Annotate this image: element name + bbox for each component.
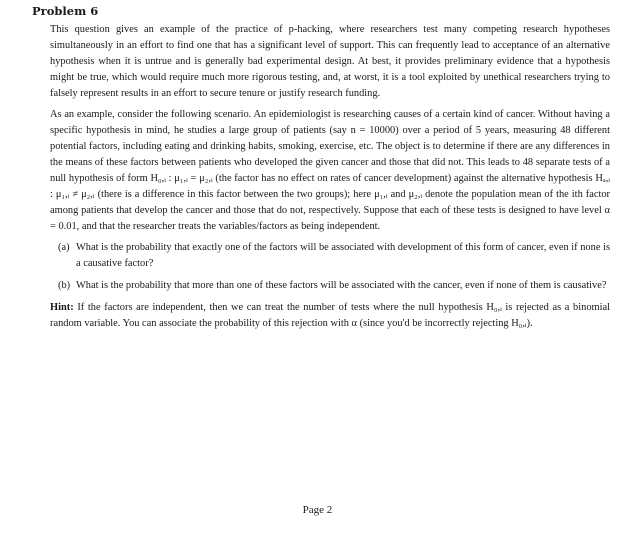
page-number: Page 2 (302, 504, 333, 516)
problem-title: Problem 6 (32, 4, 99, 18)
part-b-marker: (b) (58, 280, 71, 291)
part-a-text: What is the probability that exactly one of the factors will be associated with development of this form of cancer, even if none is a causative factor? (76, 242, 610, 269)
hint-text: If the factors are independent, then we can treat the number of tests where the null hypothesis H₀,ᵢ is rejected as a binomial random variable. You can associate the probability of this rejection with α (since you'd be incorrectly rejecting H₀,ᵢ). (50, 302, 610, 329)
problem-body (50, 22, 610, 337)
hint-label: Hint: (50, 302, 74, 313)
question-parts (58, 240, 610, 294)
question-part-b (58, 278, 610, 294)
intro-paragraph: This question gives an example of the practice of p-hacking, where researchers test many competing research hypotheses simultaneously in an effort to find one that has a significant level of support. This can frequently lead to acceptance of an alternative hypothesis when it is untrue and is generally bad experimental design. At best, it provides preliminary evidence that a hypothesis might be true, which would require much more rigorous testing, and, at worst, it is a tool exploited by unethical researchers trying to falsely represent results in an effort to secure tenure or justify research funding. (50, 24, 610, 99)
part-a-marker: (a) (58, 242, 70, 253)
part-b-text: What is the probability that more than one of these factors will be associated with the cancer, even if none of them is causative? (76, 280, 607, 291)
question-part-a (58, 240, 610, 272)
scenario-paragraph: As an example, consider the following scenario. An epidemiologist is researching causes of a certain kind of cancer. Without having a specific hypothesis in mind, he studies a large group of patients (say n = 10000) over a period of 5 years, measuring 48 different potential factors, including eating and drinking habits, smoking, exercise, etc. The object is to determine if there are any differences in the means of these factors between patients who developed the given cancer and those that did not. This leads to 48 separate tests of a null hypothesis of form H₀,ᵢ : μ₁,ᵢ = μ₂,ᵢ (the factor has no effect on rates of cancer development) against the alternative hypothesis Hₐ,ᵢ : μ₁,ᵢ ≠ μ₂,ᵢ (there is a difference in this factor between the two groups); here μ₁,ᵢ and μ₂,ᵢ denote the population mean of the ith factor among patients that develop the cancer and those that do not, respectively. Suppose that each of these tests is designed to have level α = 0.01, and that the researcher treats the variables/factors as being independent. (50, 109, 610, 232)
hint-paragraph (50, 300, 610, 332)
